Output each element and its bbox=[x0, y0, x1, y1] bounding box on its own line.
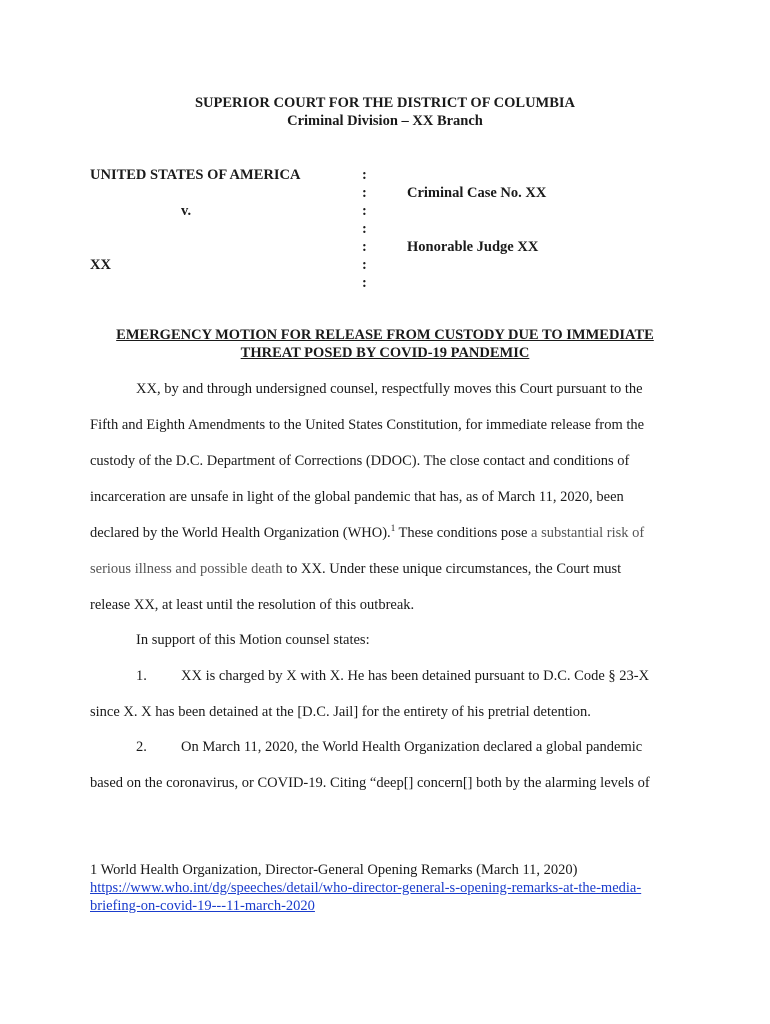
body-text: These conditions pose bbox=[395, 525, 532, 541]
body-text-highlight: a substantial risk of bbox=[531, 525, 645, 541]
body-text: declared by the World Health Organization (WHO). bbox=[90, 525, 391, 541]
footnote-link[interactable]: https://www.who.int/dg/speeches/detail/who-director-general-s-opening-remarks-at-the-media- bbox=[90, 880, 642, 896]
body-line: On March 11, 2020, the World Health Organization declared a global pandemic bbox=[181, 739, 643, 755]
body-line: custody of the D.C. Department of Corrections (DDOC). The close contact and conditions of bbox=[90, 453, 630, 469]
footnote-link[interactable]: briefing-on-covid-19---11-march-2020 bbox=[90, 898, 315, 914]
body-line bbox=[90, 524, 644, 542]
body-line: Fifth and Eighth Amendments to the United States Constitution, for immediate release from the bbox=[90, 417, 645, 433]
plaintiff-name: UNITED STATES OF AMERICA bbox=[90, 167, 301, 183]
body-line bbox=[90, 560, 621, 578]
caption-colon: : bbox=[362, 257, 367, 273]
body-line: In support of this Motion counsel states: bbox=[136, 632, 370, 648]
body-line: based on the coronavirus, or COVID-19. Citing “deep[] concern[] both by the alarming levels of bbox=[90, 775, 650, 791]
motion-title-line1: EMERGENCY MOTION FOR RELEASE FROM CUSTODY DUE TO IMMEDIATE bbox=[116, 327, 654, 343]
caption-colon: : bbox=[362, 239, 367, 255]
body-line: incarceration are unsafe in light of the global pandemic that has, as of March 11, 2020, been bbox=[90, 489, 624, 505]
body-text: to XX. Under these unique circumstances, the Court must bbox=[282, 561, 622, 577]
caption-colon: : bbox=[362, 275, 367, 291]
judge-name: Honorable Judge XX bbox=[407, 239, 539, 255]
caption-colon: : bbox=[362, 221, 367, 237]
caption-colon: : bbox=[362, 185, 367, 201]
versus-label: v. bbox=[181, 203, 192, 219]
caption-colon: : bbox=[362, 203, 367, 219]
caption-colon: : bbox=[362, 167, 367, 183]
court-division: Criminal Division – XX Branch bbox=[287, 113, 483, 129]
body-line: release XX, at least until the resolution of this outbreak. bbox=[90, 597, 415, 613]
footnote-ref[interactable]: 1 bbox=[390, 523, 396, 534]
body-line: since X. X has been detained at the [D.C. Jail] for the entirety of his pretrial detention. bbox=[90, 704, 591, 720]
case-number: Criminal Case No. XX bbox=[407, 185, 547, 201]
defendant-name: XX bbox=[90, 257, 111, 273]
court-name: SUPERIOR COURT FOR THE DISTRICT OF COLUMBIA bbox=[194, 95, 576, 111]
item-number: 1. bbox=[136, 668, 147, 684]
motion-title-line2: THREAT POSED BY COVID-19 PANDEMIC bbox=[240, 345, 530, 361]
body-line: XX is charged by X with X. He has been detained pursuant to D.C. Code § 23-X bbox=[181, 668, 650, 684]
footnote-text: 1 World Health Organization, Director-General Opening Remarks (March 11, 2020) bbox=[90, 862, 578, 878]
body-line: XX, by and through undersigned counsel, respectfully moves this Court pursuant to the bbox=[136, 381, 643, 397]
item-number: 2. bbox=[136, 739, 147, 755]
body-text-highlight: serious illness and possible death bbox=[90, 561, 283, 577]
